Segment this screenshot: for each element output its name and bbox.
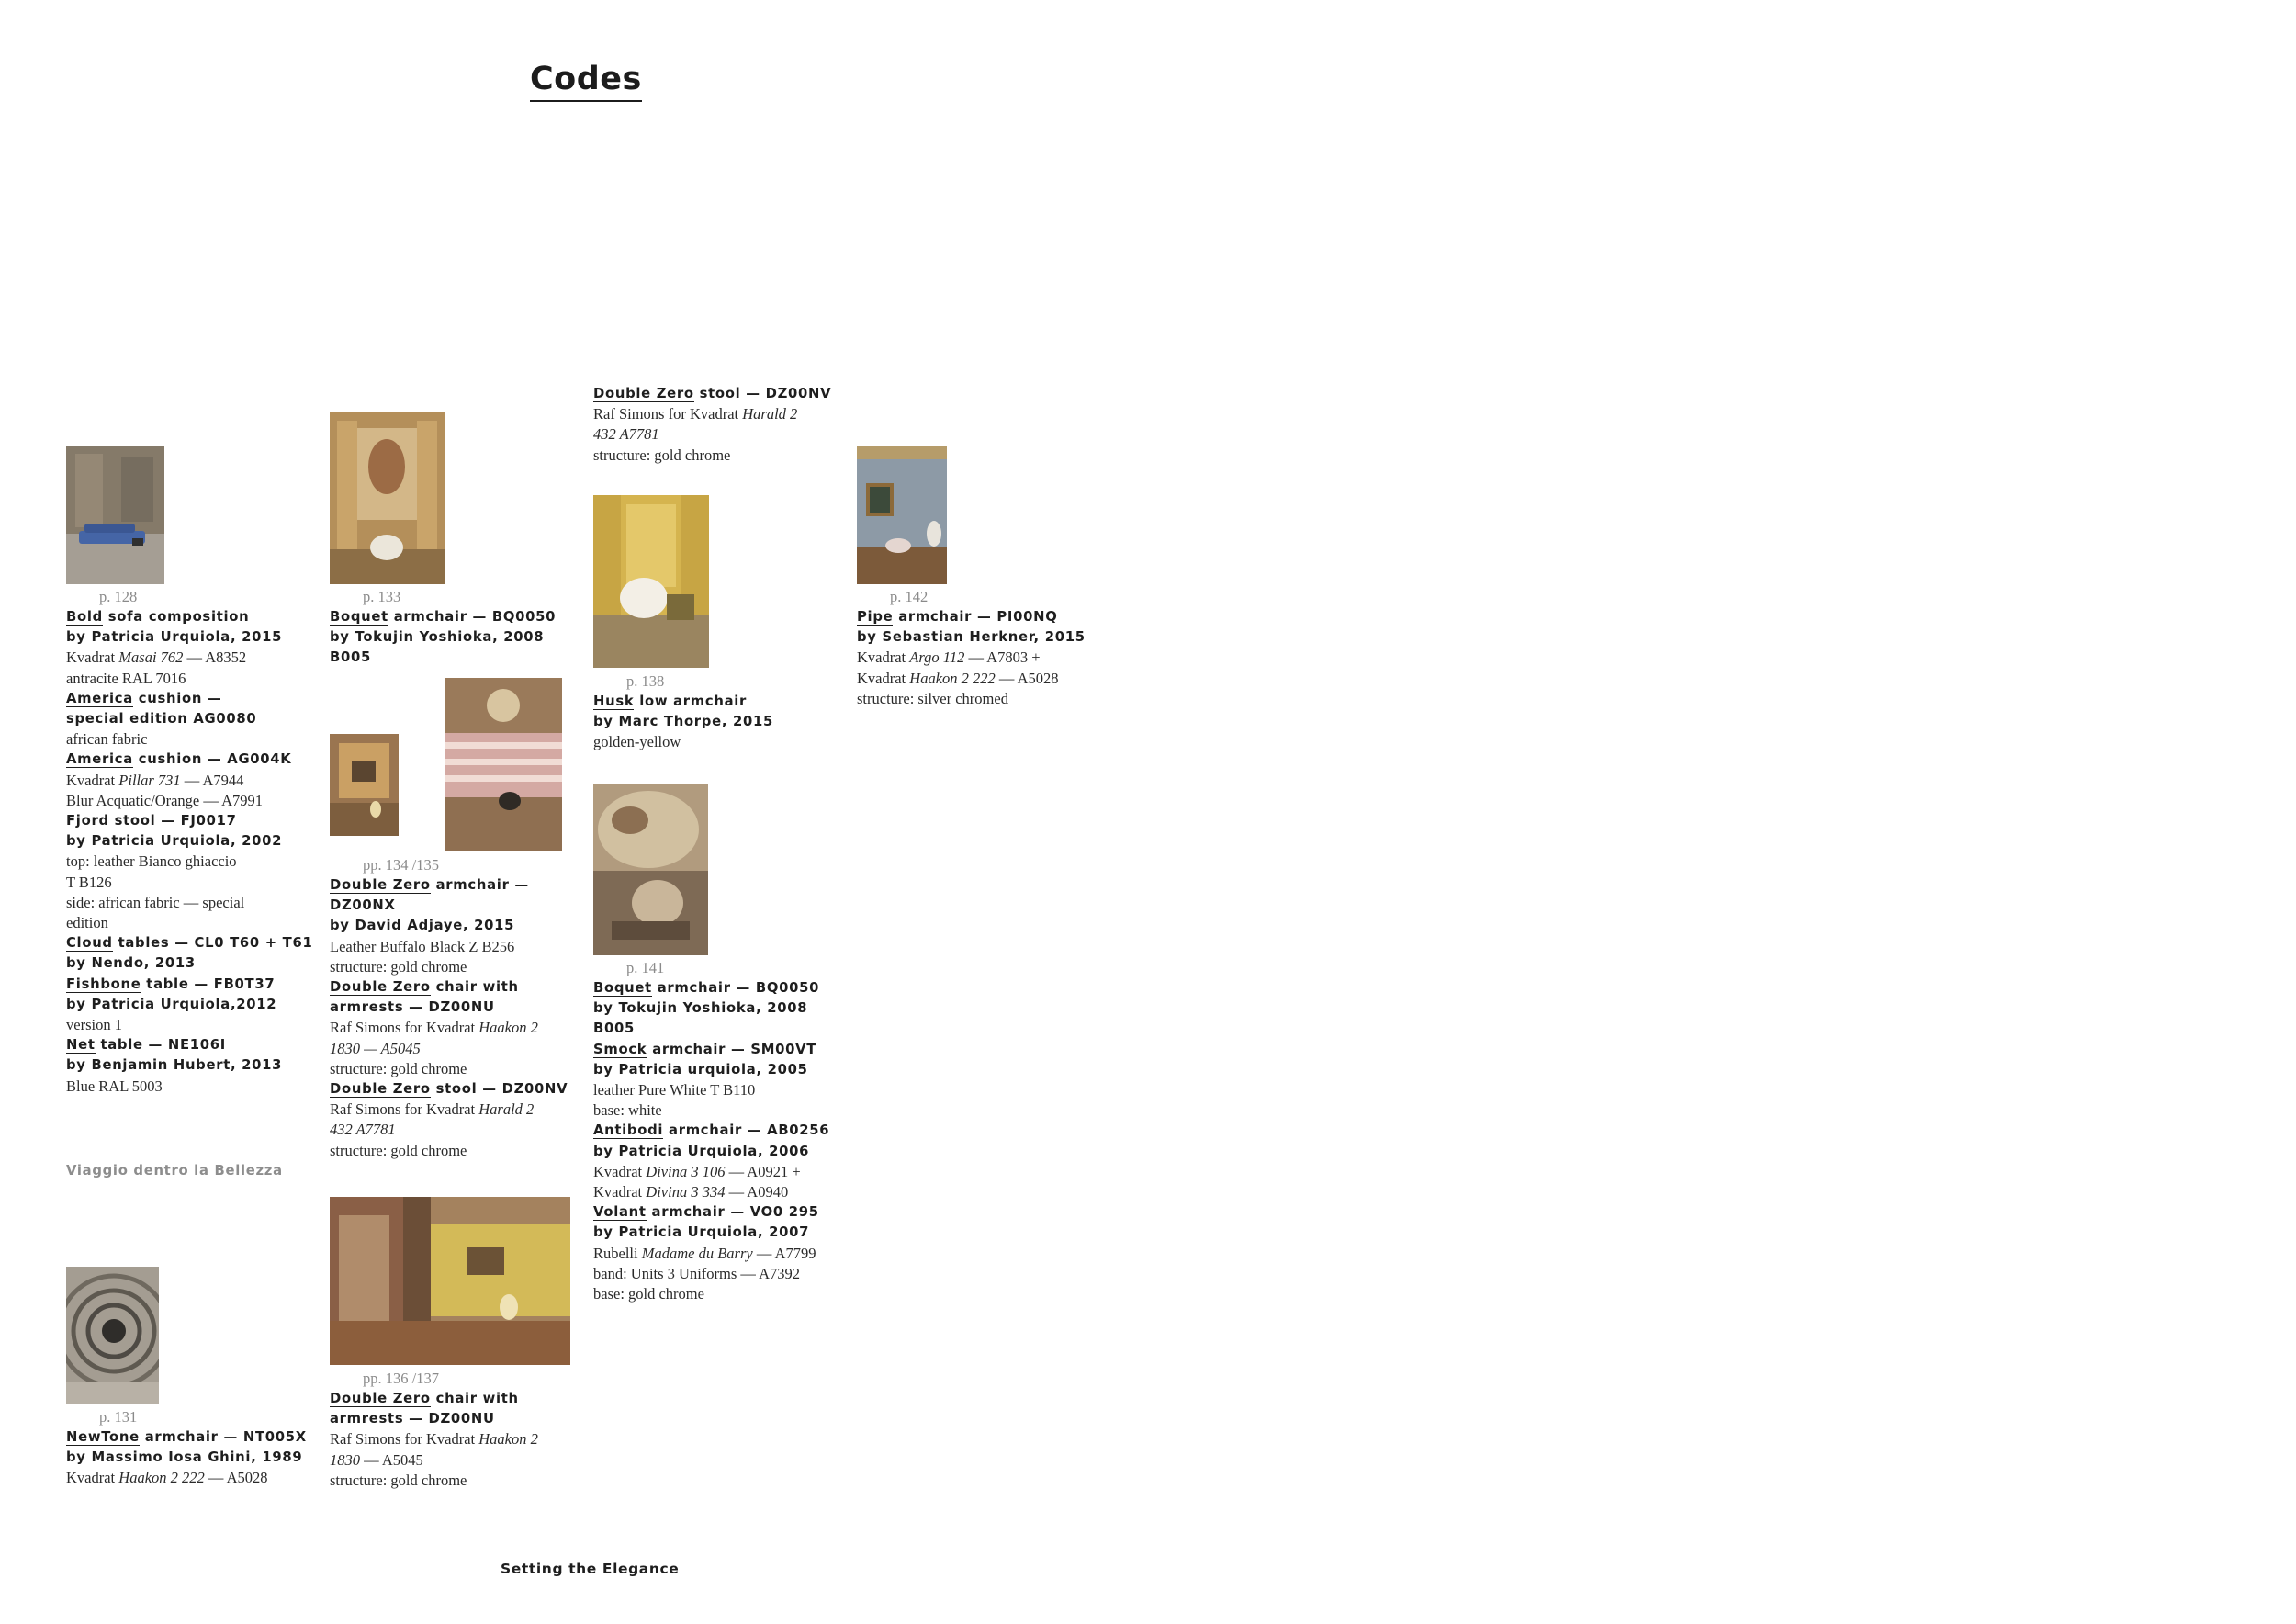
photo-double-zero-room-a bbox=[330, 734, 399, 836]
column-2-top: p. 133 Boquet armchair — BQ0050 by Tokujin Yoshioka, 2008 B005 bbox=[330, 587, 568, 669]
photo-baroque-interior bbox=[593, 784, 708, 955]
photo-pipe-armchair bbox=[857, 446, 947, 584]
column-2-bottom: pp. 136 /137 Double Zero chair with armrests — DZ00NU Raf Simons for Kvadrat Haakon 2 1830 — A5045 structure: gold chrome bbox=[330, 1369, 568, 1491]
product-name: Double Zero bbox=[330, 979, 431, 996]
product-name: Double Zero bbox=[330, 877, 431, 893]
page-ref: p. 131 bbox=[99, 1408, 138, 1426]
product-name: Fishbone bbox=[66, 976, 141, 992]
column-1-bottom: p. 131 NewTone armchair — NT005X by Massimo Iosa Ghini, 1989 Kvadrat Haakon 2 222 — A5028 bbox=[66, 1407, 323, 1489]
column-3-bottom: p. 141 Boquet armchair — BQ0050 by Tokujin Yoshioka, 2008 B005 Smock armchair — SM00VT by Patricia urquiola, 2005 leather Pure White T B110 base: white Antibodi armchair — AB0256 by Patricia Urquiola, 2006 Kvadrat Divina 3 106 — A0921 + Kvadrat Divina 3 334 — A0940 Volant armchair — VO0 295 by Patricia Urquiola, 2007 Rubelli Madame du Barry — A7799 band: Units 3 Uniforms — A7392 base: gold chrome bbox=[593, 958, 850, 1304]
photo-staircase bbox=[66, 1267, 159, 1404]
photo-double-zero-room-b bbox=[445, 678, 562, 851]
product-name: Antibodi bbox=[593, 1122, 664, 1139]
product-name: Bold bbox=[66, 609, 103, 625]
product-name: Double Zero bbox=[593, 386, 694, 401]
product-name: Double Zero bbox=[330, 1391, 431, 1406]
product-name: Fjord bbox=[66, 813, 109, 829]
photo-double-zero-interior bbox=[330, 1197, 570, 1365]
page-ref: p. 133 bbox=[363, 588, 401, 605]
page-ref: p. 138 bbox=[626, 672, 665, 690]
page-ref: p. 128 bbox=[99, 588, 138, 605]
photo-bold-sofa bbox=[66, 446, 164, 584]
column-3-middle: p. 138 Husk low armchair by Marc Thorpe, 2015 golden-yellow bbox=[593, 671, 832, 753]
photo-husk-armchair bbox=[593, 495, 709, 668]
product-name: Pipe bbox=[857, 609, 894, 625]
product-name: America bbox=[66, 751, 133, 768]
column-4: p. 142 Pipe armchair — PI00NQ by Sebastian Herkner, 2015 Kvadrat Argo 112 — A7803 + Kvadrat Haakon 2 222 — A5028 structure: silver chromed bbox=[857, 587, 1096, 709]
page-ref: pp. 134 /135 bbox=[363, 856, 439, 874]
product-name: Volant bbox=[593, 1204, 647, 1221]
page-ref: p. 142 bbox=[890, 588, 929, 605]
column-3-top: Double Zero stool — DZ00NV Raf Simons for Kvadrat Harald 2 432 A7781 structure: gold chrome bbox=[593, 386, 832, 464]
page-ref: p. 141 bbox=[626, 959, 665, 976]
page-ref: pp. 136 /137 bbox=[363, 1370, 439, 1387]
product-name: Smock bbox=[593, 1041, 647, 1057]
product-name: America bbox=[66, 690, 133, 706]
product-name: Cloud bbox=[66, 935, 113, 952]
column-1: p. 128 Bold sofa composition by Patricia Urquiola, 2015 Kvadrat Masai 762 — A8352 antracite RAL 7016 America cushion — special edition AG0080 african fabric America cushion — AG004K Kvadrat Pillar 731 — A7944 Blur Acquatic/Orange — A7991 Fjord stool — FJ0017 by Patricia Urquiola, 2002 top: leather Bianco ghiaccio T B126 side: african fabric — special edition Cloud tables — CL0 T60 + T61 by Nendo, 2013 Fishbone table — FB0T37 by Patricia Urquiola,2012 version 1 Net table — NE106I by Benjamin Hubert, 2013 Blue RAL 5003 bbox=[66, 588, 313, 1095]
designer: by Patricia Urquiola, 2015 bbox=[66, 629, 283, 646]
product-name: Net bbox=[66, 1037, 96, 1054]
product-name: NewTone bbox=[66, 1429, 140, 1445]
product-name: Boquet bbox=[593, 980, 652, 996]
product-name: Boquet bbox=[330, 609, 388, 625]
page-title: Codes bbox=[530, 59, 642, 102]
page-footer: Setting the Elegance bbox=[501, 1561, 680, 1577]
viaggio-link[interactable]: Viaggio dentro la Bellezza bbox=[66, 1163, 283, 1179]
column-2-middle: pp. 134 /135 Double Zero armchair — DZ00NX by David Adjaye, 2015 Leather Buffalo Black Z B256 structure: gold chrome Double Zero chair with armrests — DZ00NU Raf Simons for Kvadrat Haakon 2 1830 — A5045 structure: gold chrome Double Zero stool — DZ00NV Raf Simons for Kvadrat Harald 2 432 A7781 structure: gold chrome bbox=[330, 856, 568, 1159]
photo-boquet-armchair bbox=[330, 412, 445, 584]
product-name: Husk bbox=[593, 694, 635, 709]
product-name: Double Zero bbox=[330, 1081, 431, 1098]
